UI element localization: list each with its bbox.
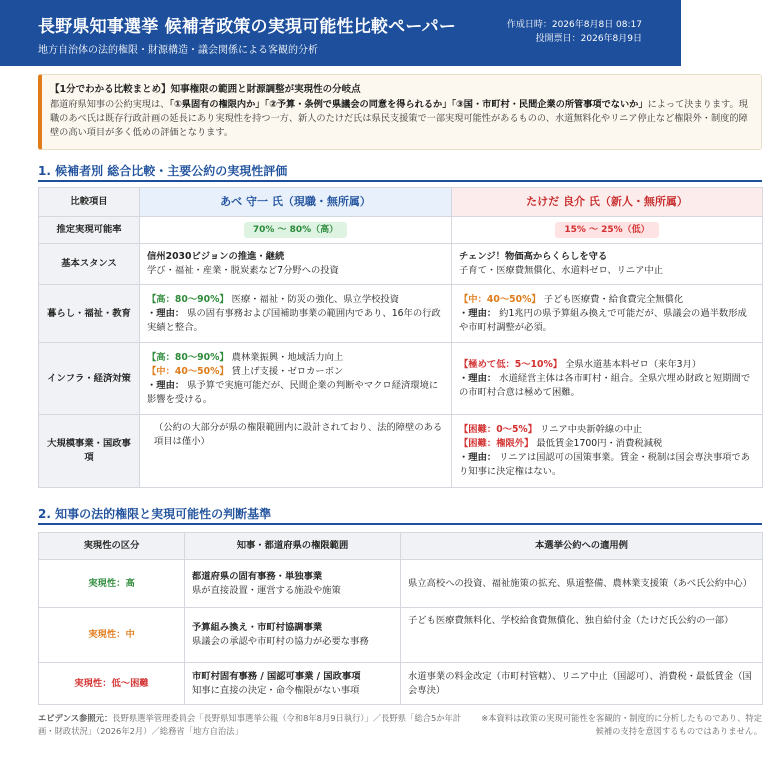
row-label: 基本スタンス xyxy=(39,244,140,285)
stance-b-title: チェンジ！物価高からくらしを守る xyxy=(459,251,608,262)
reason-label: ・理由： xyxy=(147,307,185,319)
reason-text: 水道経営主体は各市町村・組合。全県穴埋め財政と短期間での市町村合意は極めて困難。 xyxy=(459,372,751,398)
rating-tag: 【高：80〜90%】 xyxy=(147,293,229,305)
page-subtitle: 地方自治体の法的権限・財源構造・議会関係による客観的分析 xyxy=(38,45,318,56)
policy-text: 医療・福祉・防災の強化、県立学校投資 xyxy=(231,293,400,305)
reason-text: 約1兆円の県予算組み換えで可能だが、県議会の過半数形成や市町村調整が必須。 xyxy=(459,307,747,333)
section-2-divider xyxy=(38,523,762,525)
col-header-example: 本選挙公約への適用例 xyxy=(401,533,763,560)
summary-text-2: によって決まります。現職のあべ氏は既存行政計画の延長にあり実現性を持つ一方、新人のたけだ氏は県民支援策で一部実現可能性があるものの、水道無料化やリニア停止など権限外・制度的障壁の高い項目が多く低めの評価となります。 xyxy=(50,99,748,138)
reason-label: ・理由： xyxy=(147,379,185,391)
table-row-large xyxy=(39,415,763,488)
example-text: 水道事業の料金改定（市町村管轄）、リニア中止（国認可）、消費税・最低賃金（国会専決） xyxy=(401,663,763,705)
level-high: 実現性：高 xyxy=(39,560,185,608)
header-meta xyxy=(507,18,642,46)
summary-box xyxy=(38,74,762,150)
policy-text: 全県水道基本料ゼロ（来年3月） xyxy=(565,358,702,370)
scope-title: 都道府県の固有事務・単独事業 xyxy=(192,570,323,582)
table-row xyxy=(39,608,763,663)
table-header-row xyxy=(39,533,763,560)
stance-a-text: 学び・福祉・産業・脱炭素など7分野への投資 xyxy=(147,265,339,276)
authority-criteria-table xyxy=(38,532,763,705)
reason-label: ・理由： xyxy=(459,307,497,319)
created-datetime: 作成日時：2026年8月8日 08:17 xyxy=(506,20,642,30)
reason-label: ・理由： xyxy=(459,452,497,463)
table-row-life xyxy=(39,285,763,343)
sources-label: エビデンス参照元： xyxy=(38,713,113,723)
rating-tag: 【困難：0〜5%】 xyxy=(459,424,538,435)
policy-text: 農林業振興・地域活力向上 xyxy=(231,351,344,363)
scope-text: 県が直接設置・運営する施設や施策 xyxy=(192,584,341,596)
rating-tag: 【高：80〜90%】 xyxy=(147,351,229,363)
large-a-text: （公約の大部分が県の権限範囲内に設計されており、法的障壁のある項目は僅小） xyxy=(140,415,452,488)
summary-point-2: 「②予算・条例で県議会の同意を得られるか」 xyxy=(264,99,452,110)
col-header-level: 実現性の区分 xyxy=(39,533,185,560)
row-label: 暮らし・福祉・教育 xyxy=(39,285,140,343)
summary-body xyxy=(50,98,751,140)
policy-text: 子ども医療費・給食費完全無償化 xyxy=(543,293,684,305)
row-label: インフラ・経済対策 xyxy=(39,343,140,415)
scope-title: 市町村固有事務 / 国認可事業 / 国政事項 xyxy=(192,670,361,682)
reason-text: 県の固有事務および国補助事業の範囲内であり、16年の行政実績と整合。 xyxy=(147,307,441,333)
candidate-comparison-table xyxy=(38,187,763,488)
stance-a-title: 信州2030ビジョンの推進・継続 xyxy=(147,251,285,262)
section-2-title: 2. 知事の法的権限と実現可能性の判断基準 xyxy=(38,507,272,521)
table-row xyxy=(39,663,763,705)
scope-text: 県議会の承認や市町村の協力が必要な事務 xyxy=(192,636,369,647)
evidence-sources xyxy=(38,712,468,738)
reason-text: リニアは国認可の国策事業。賃金・税制は国会専決事項であり知事に決定権はない。 xyxy=(459,452,751,477)
stance-b-text: 子育て・医療費無償化、水道料ゼロ、リニア中止 xyxy=(459,265,663,276)
table-row-stance xyxy=(39,244,763,285)
page-title: 長野県知事選挙 候補者政策の実現可能性比較ペーパー xyxy=(38,17,457,37)
level-low: 実現性：低〜困難 xyxy=(39,663,185,705)
level-medium: 実現性：中 xyxy=(39,608,185,663)
rating-tag: 【極めて低：5〜10%】 xyxy=(459,358,563,370)
summary-title: 【1分でわかる比較まとめ】知事権限の範囲と財源調整が実現性の分岐点 xyxy=(50,84,361,95)
summary-point-1: 「①県固有の権限内か」 xyxy=(169,99,265,110)
col-header-candidate-a: あべ 守一 氏（現職・無所属） xyxy=(140,188,452,217)
policy-text: 最低賃金1700円・消費税減税 xyxy=(536,438,663,449)
page-header xyxy=(0,0,681,66)
policy-text: 賃上げ支援・ゼロカーボン xyxy=(231,365,344,377)
scope-text: 知事に直接の決定・命令権限がない事項 xyxy=(192,684,360,696)
table-row-infra xyxy=(39,343,763,415)
reason-text: 県予算で実施可能だが、民間企業の判断やマクロ経済環境に影響を受ける。 xyxy=(147,379,439,405)
policy-text: リニア中央新幹線の中止 xyxy=(540,424,643,435)
col-header-candidate-b: たけだ 良介 氏（新人・無所属） xyxy=(452,188,763,217)
rate-badge-a: 70% 〜 80%（高） xyxy=(244,222,347,238)
col-header-item: 比較項目 xyxy=(39,188,140,217)
reason-label: ・理由： xyxy=(459,372,497,384)
table-row-rate xyxy=(39,217,763,244)
rating-tag: 【中：40〜50%】 xyxy=(459,293,541,305)
section-1-divider xyxy=(38,180,762,182)
section-1-title: 1. 候補者別 総合比較・主要公約の実現性評価 xyxy=(38,164,288,178)
example-text: 県立高校への投資、福祉施策の拡充、県道整備、農林業支援策（あべ氏公約中心） xyxy=(401,560,763,608)
rating-tag: 【困難：権限外】 xyxy=(459,438,534,449)
vote-date: 投開票日：2026年8月9日 xyxy=(535,34,642,44)
summary-point-3: 「③国・市町村・民間企業の所管事項でないか」 xyxy=(451,99,648,110)
row-label: 大規模事業・国政事項 xyxy=(39,415,140,488)
rate-badge-b: 15% 〜 25%（低） xyxy=(555,222,658,238)
col-header-scope: 知事・都道府県の権限範囲 xyxy=(185,533,401,560)
rating-tag: 【中：40〜50%】 xyxy=(147,365,229,377)
summary-text: 都道府県知事の公約実現は、 xyxy=(50,99,170,110)
scope-title: 予算組み換え・市町村協調事業 xyxy=(192,622,323,633)
example-text: 子ども医療費無料化、学校給食費無償化、独自給付金（たけだ氏公約の一部） xyxy=(401,608,763,663)
row-label: 推定実現可能率 xyxy=(39,217,140,244)
table-header-row xyxy=(39,188,763,217)
table-row xyxy=(39,560,763,608)
disclaimer-note: ※本資料は政策の実現可能性を客観的・制度的に分析したものであり、特定候補の支持を意図するものではありません。 xyxy=(481,713,762,736)
sources-text: 長野県選挙管理委員会「長野県知事選挙公報（令和8年8月9日執行）」／長野県「総合5か年計画・財政状況」（2026年2月）／総務省「地方自治法」 xyxy=(38,713,462,736)
